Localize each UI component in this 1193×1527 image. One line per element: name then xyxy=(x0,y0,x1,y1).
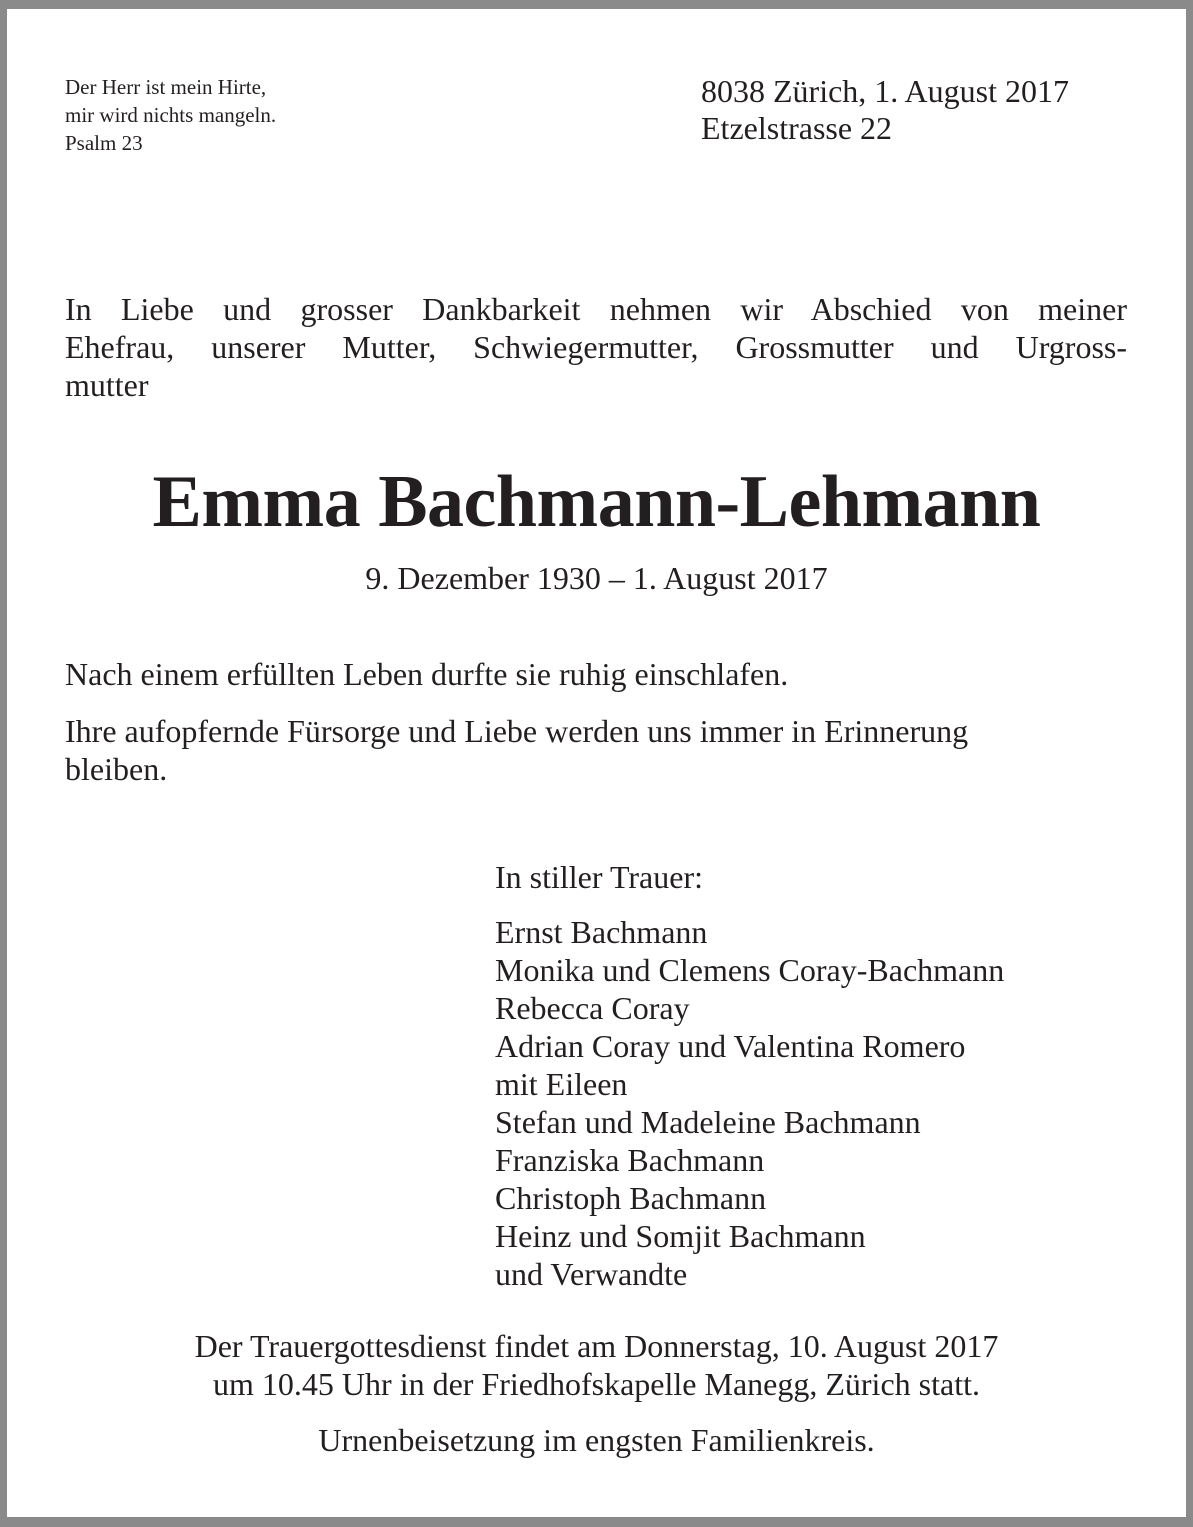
intro-text xyxy=(65,290,1127,404)
mourners-header: In stiller Trauer: xyxy=(495,859,703,895)
paragraph-memory xyxy=(65,712,1127,788)
address-block xyxy=(701,73,1069,147)
list-item: Monika und Clemens Coray-Bachmann xyxy=(495,952,1005,988)
list-item: Heinz und Somjit Bachmann xyxy=(495,1218,866,1254)
list-item: und Verwandte xyxy=(495,1256,688,1292)
paragraph-memory-line-1: Ihre aufopfernde Fürsorge und Liebe werden uns immer in Erinnerung xyxy=(65,713,969,749)
service-line-2: um 10.45 Uhr in der Friedhofskapelle Manegg, Zürich statt. xyxy=(213,1366,980,1402)
urn-notice: Urnenbeisetzung im engsten Familienkreis. xyxy=(318,1422,875,1458)
service-notice xyxy=(7,1327,1186,1403)
service-line-1: Der Trauergottesdienst findet am Donnerstag, 10. August 2017 xyxy=(194,1328,999,1364)
obituary-page xyxy=(7,9,1186,1517)
psalm-reference: Psalm 23 xyxy=(65,131,143,155)
list-item: Adrian Coray und Valentina Romero xyxy=(495,1028,966,1064)
deceased-name: Emma Bachmann-Lehmann xyxy=(152,461,1041,543)
list-item: Christoph Bachmann xyxy=(495,1180,767,1216)
list-item: Rebecca Coray xyxy=(495,990,690,1026)
list-item: Ernst Bachmann xyxy=(495,914,708,950)
intro-line-1: In Liebe und grosser Dankbarkeit nehmen wir Abschied von meiner xyxy=(65,291,1127,327)
intro-line-2: Ehefrau, unserer Mutter, Schwiegermutter, Grossmutter und Urgross- xyxy=(65,329,1127,365)
list-item: Stefan und Madeleine Bachmann xyxy=(495,1104,921,1140)
psalm-quote xyxy=(65,73,276,157)
psalm-line-2: mir wird nichts mangeln. xyxy=(65,103,277,127)
list-item: Franziska Bachmann xyxy=(495,1142,765,1178)
psalm-line-1: Der Herr ist mein Hirte, xyxy=(65,75,267,99)
life-dates: 9. Dezember 1930 – 1. August 2017 xyxy=(365,560,828,596)
paragraph-peaceful: Nach einem erfüllten Leben durfte sie ruhig einschlafen. xyxy=(65,656,789,692)
paragraph-memory-line-2: bleiben. xyxy=(65,751,168,787)
place-date: 8038 Zürich, 1. August 2017 xyxy=(701,73,1069,109)
street-address: Etzelstrasse 22 xyxy=(701,110,893,146)
mourners-list xyxy=(495,858,1004,1293)
list-item: mit Eileen xyxy=(495,1066,628,1102)
intro-line-3: mutter xyxy=(65,367,149,403)
